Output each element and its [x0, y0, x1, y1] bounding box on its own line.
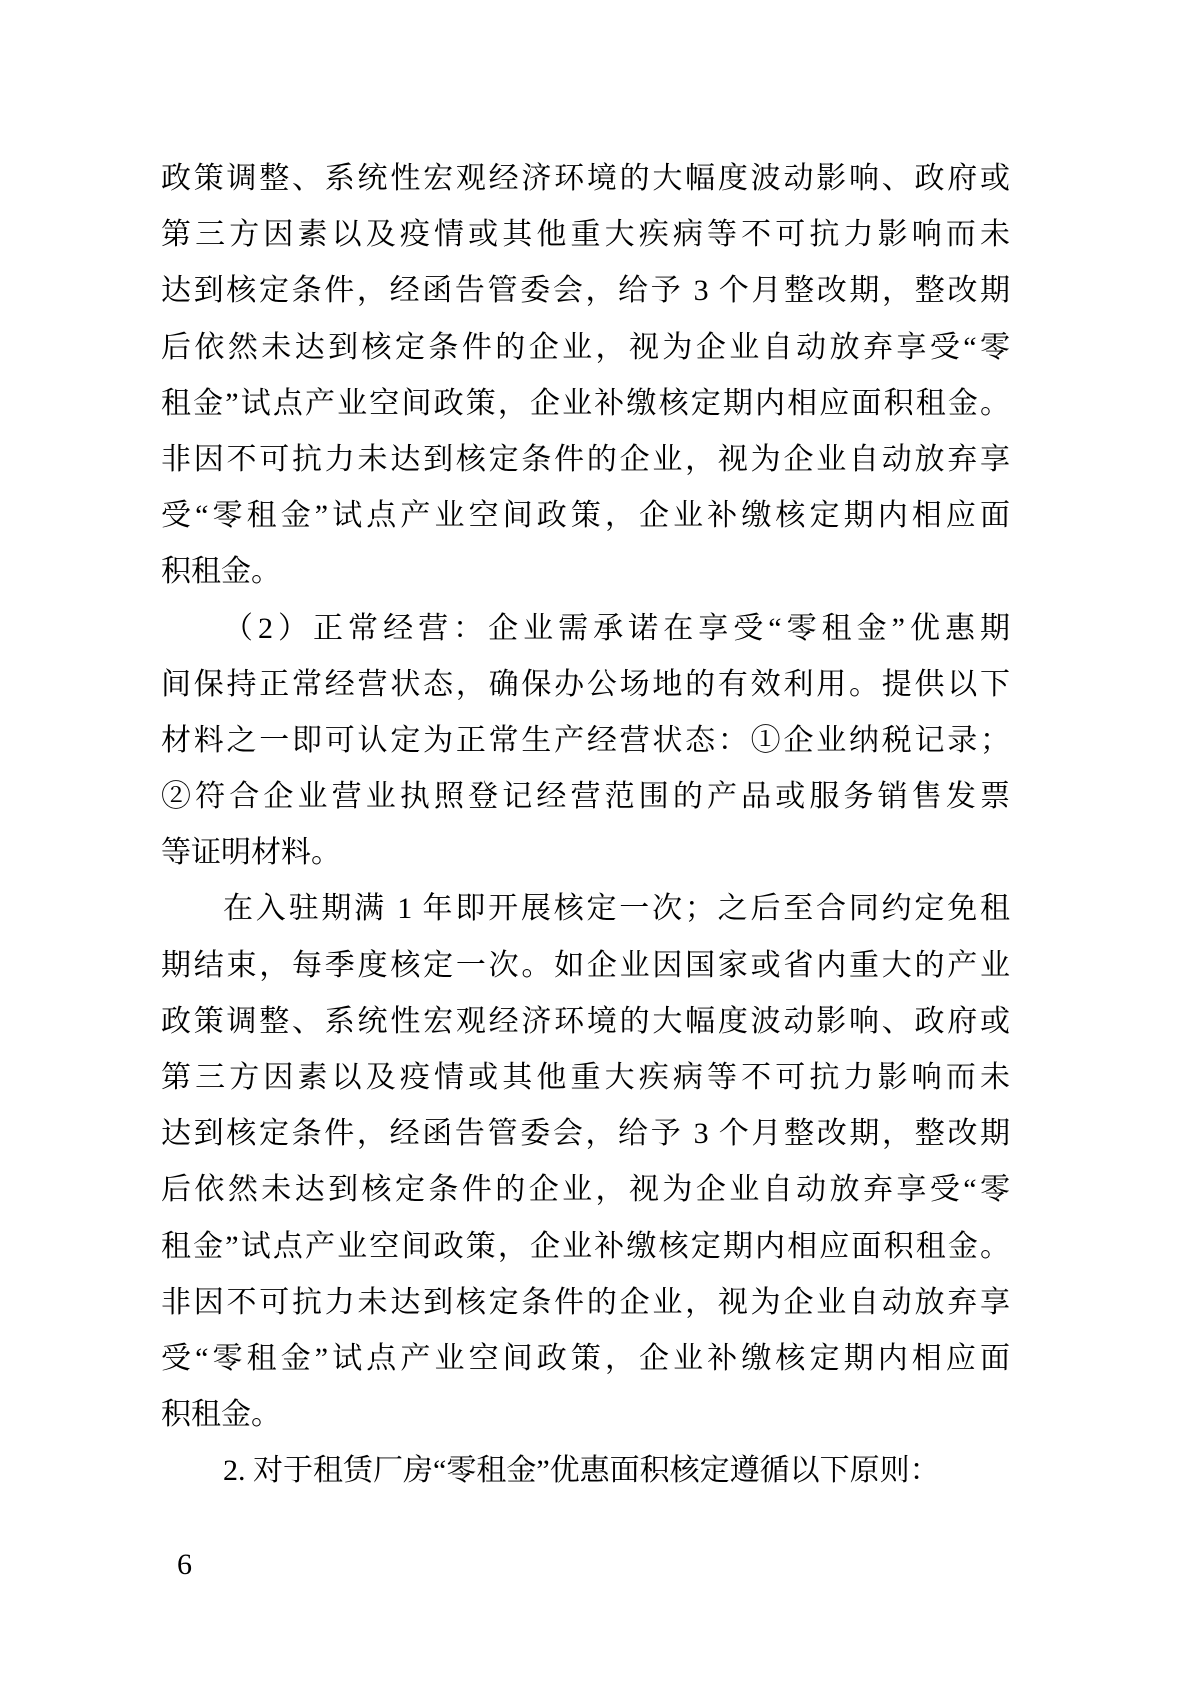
text-line: 政策调整、系统性宏观经济环境的大幅度波动影响、政府或	[161, 162, 1010, 195]
document-text	[161, 151, 1010, 1500]
text-line: 第三方因素以及疫情或其他重大疾病等不可抗力影响而未	[161, 218, 1010, 252]
text-line: ②符合企业营业执照登记经营范围的产品或服务销售发票	[161, 780, 1010, 814]
page-number: 6	[177, 1548, 192, 1581]
text-line: 材料之一即可认定为正常生产经营状态：①企业纳税记录；	[161, 723, 1010, 757]
text-line: 积租金。	[161, 555, 281, 589]
text-line: （2）正常经营：企业需承诺在享受“零租金”优惠期	[223, 611, 1010, 645]
text-line: 非因不可抗力未达到核定条件的企业，视为企业自动放弃享	[161, 1285, 1010, 1319]
text-line: 在入驻期满 1 年即开展核定一次；之后至合同约定免租	[223, 892, 1010, 926]
text-line: 租金”试点产业空间政策，企业补缴核定期内相应面积租金。	[161, 1229, 1010, 1263]
paragraph	[161, 601, 1010, 882]
text-line: 2. 对于租赁厂房“零租金”优惠面积核定遵循以下原则：	[223, 1454, 940, 1488]
text-line: 政策调整、系统性宏观经济环境的大幅度波动影响、政府或	[161, 1004, 1010, 1038]
paragraph	[161, 1443, 1010, 1499]
text-line: 租金”试点产业空间政策，企业补缴核定期内相应面积租金。	[161, 386, 1010, 420]
text-line: 期结束，每季度核定一次。如企业因国家或省内重大的产业	[161, 948, 1010, 982]
text-line: 受“零租金”试点产业空间政策，企业补缴核定期内相应面	[161, 1341, 1010, 1375]
text-line: 达到核定条件，经函告管委会，给予 3 个月整改期，整改期	[161, 274, 1010, 308]
text-line: 非因不可抗力未达到核定条件的企业，视为企业自动放弃享	[161, 442, 1010, 476]
paragraph	[161, 151, 1010, 601]
paragraph	[161, 881, 1010, 1443]
text-line: 间保持正常经营状态，确保办公场地的有效利用。提供以下	[161, 667, 1010, 701]
text-line: 等证明材料。	[161, 836, 341, 870]
text-line: 第三方因素以及疫情或其他重大疾病等不可抗力影响而未	[161, 1061, 1010, 1094]
text-line: 达到核定条件，经函告管委会，给予 3 个月整改期，整改期	[161, 1117, 1010, 1151]
text-line: 后依然未达到核定条件的企业，视为企业自动放弃享受“零	[161, 330, 1010, 364]
text-line: 受“零租金”试点产业空间政策，企业补缴核定期内相应面	[161, 499, 1010, 533]
text-line: 积租金。	[161, 1398, 281, 1432]
text-line: 后依然未达到核定条件的企业，视为企业自动放弃享受“零	[161, 1173, 1010, 1207]
